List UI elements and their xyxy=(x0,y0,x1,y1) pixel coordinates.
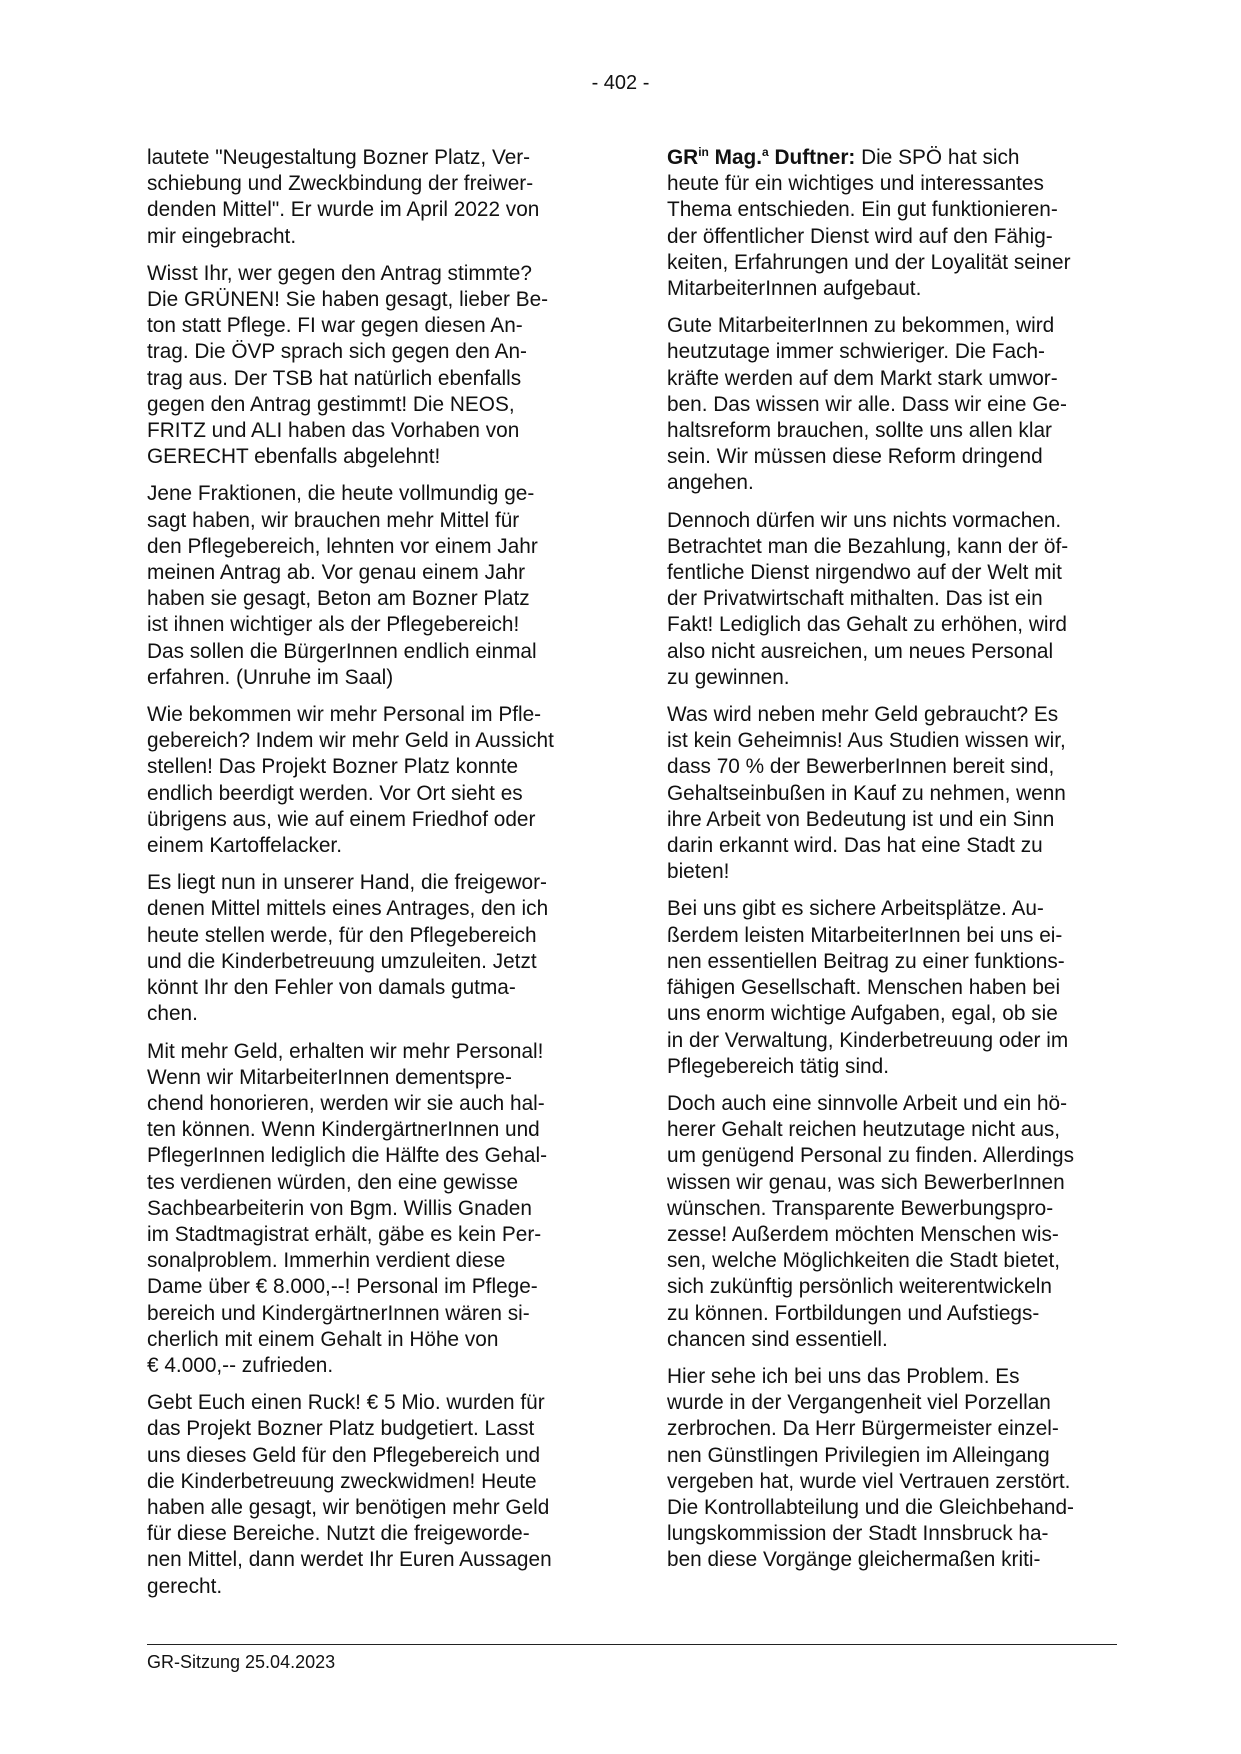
paragraph: Bei uns gibt es sichere Arbeitsplätze. Au- ßerdem leisten MitarbeiterInnen bei uns ei- nen essentiellen Beitrag zu einer funktions- fähigen Gesellschaft. Menschen haben bei uns enorm wichtige Aufgaben, egal, ob sie in der Verwaltung, Kinderbetreuung oder im Pflegebereich tätig sind. xyxy=(667,897,1069,1078)
paragraph: Gebt Euch einen Ruck! € 5 Mio. wurden für das Projekt Bozner Platz budgetiert. Lasst uns dieses Geld für den Pflegebereich und die Kinderbetreuung zweckwidmen! Heute haben alle gesagt, wir benötigen mehr Geld für diese Bereiche. Nutzt die freigeworde- nen Mittel, dann werdet Ihr Euren Aussagen gerecht. xyxy=(147,1391,552,1598)
paragraph: Dennoch dürfen wir uns nichts vormachen. Betrachtet man die Bezahlung, kann der öf- fentliche Dienst nirgendwo auf der Welt mit der Privatwirtschaft mithalten. Das ist ein Fakt! Lediglich das Gehalt zu erhöhen, wird also nicht ausreichen, um neues Personal zu gewinnen. xyxy=(667,508,1069,689)
speaker-title: Mag. xyxy=(708,146,763,169)
speaker-prefix-sup: in xyxy=(698,145,709,159)
speaker-prefix: GR xyxy=(667,146,699,169)
paragraph: Mit mehr Geld, erhalten wir mehr Personal! Wenn wir MitarbeiterInnen dementspre- chend honorieren, werden wir sie auch hal- ten können. Wenn KindergärtnerInnen und PflegerInnen lediglich die Hälfte des Gehal- tes verdienen würden, den eine gewisse Sachbearbeiterin von Bgm. Willis Gnaden im Stadtmagistrat erhält, gäbe es kein Per- sonalproblem. Immerhin verdient diese Dame über € 8.000,--! Personal im Pflege- bereich und KindergärtnerInnen wären si- cherlich mit einem Gehalt in Höhe von € 4.000,-- zufrieden. xyxy=(147,1039,548,1377)
speaker-title-sup: a xyxy=(762,145,769,159)
paragraph: Jene Fraktionen, die heute vollmundig ge- sagt haben, wir brauchen mehr Mittel für den Pflegebereich, lehnten vor einem Jahr meinen Antrag ab. Vor genau einem Jahr haben sie gesagt, Beton am Bozner Platz ist ihnen wichtiger als der Pflegebereich! Das sollen die BürgerInnen endlich einmal erfahren. (Unruhe im Saal) xyxy=(147,482,538,689)
paragraph: Hier sehe ich bei uns das Problem. Es wurde in der Vergangenheit viel Porzellan zerbrochen. Da Herr Bürgermeister einzel- nen Günstlingen Privilegien im Alleingang vergeben hat, wurde viel Vertrauen zerstört. Die Kontrollabteilung und die Gleichbehand- lungskommission der Stadt Innsbruck ha- ben diese Vorgänge gleichermaßen kriti- xyxy=(667,1364,1074,1572)
speaker-name xyxy=(667,146,855,169)
paragraph: Gute MitarbeiterInnen zu bekommen, wird heutzutage immer schwieriger. Die Fach- kräfte werden auf dem Markt stark umwor- ben. Das wissen wir alle. Dass wir eine Ge- haltsreform brauchen, sollte uns allen klar sein. Wir müssen diese Reform dringend angehen. xyxy=(667,314,1067,495)
footer-session-date: GR-Sitzung 25.04.2023 xyxy=(147,1652,336,1672)
paragraph: Es liegt nun in unserer Hand, die freigewor- denen Mittel mittels eines Antrages, den ich heute stellen werde, für den Pflegebereich und die Kinderbetreuung umzuleiten. Jetzt könnt Ihr den Fehler von damals gutma- chen. xyxy=(147,871,549,1026)
speaker-statement: Die SPÖ hat sich heute für ein wichtiges und interessantes Thema entschieden. Ein gut funktionieren- der öffentlicher Dienst wird auf den Fähig- keiten, Erfahrungen und der Loyalität seiner MitarbeiterInnen aufgebaut. xyxy=(667,146,1071,301)
right-column xyxy=(667,145,1127,1585)
footer-divider xyxy=(147,1644,1117,1645)
paragraph: Doch auch eine sinnvolle Arbeit und ein hö- herer Gehalt reichen heutzutage nicht aus, um genügend Personal zu finden. Allerdings wissen wir genau, was sich BewerberInnen wünschen. Transparente Bewerbungspro- zesse! Außerdem möchten Menschen wis- sen, welche Möglichkeiten die Stadt bietet, sich zukünftig persönlich weiterentwickeln zu können. Fortbildungen und Aufstiegs- chancen sind essentiell. xyxy=(667,1091,1074,1351)
page-number: - 402 - xyxy=(591,72,650,94)
speaker-paragraph xyxy=(667,145,1127,302)
paragraph: lautete "Neugestaltung Bozner Platz, Ver- schiebung und Zweckbindung der freiwer- denden Mittel". Er wurde im April 2022 von mir eingebracht. xyxy=(147,146,540,248)
paragraph: Wie bekommen wir mehr Personal im Pfle- gebereich? Indem wir mehr Geld in Aussicht stellen! Das Projekt Bozner Platz konnte endlich beerdigt werden. Vor Ort sieht es übrigens aus, wie auf einem Friedhof oder einem Kartoffelacker. xyxy=(147,703,554,858)
speaker-surname: Duftner: xyxy=(768,146,856,169)
paragraph: Was wird neben mehr Geld gebraucht? Es ist kein Geheimnis! Aus Studien wissen wir, dass 70 % der BewerberInnen bereit sind, Gehaltseinbußen in Kauf zu nehmen, wenn ihre Arbeit von Bedeutung ist und ein Sinn darin erkannt wird. Das hat eine Stadt zu bieten! xyxy=(667,703,1066,884)
paragraph: Wisst Ihr, wer gegen den Antrag stimmte? Die GRÜNEN! Sie haben gesagt, lieber Be- ton statt Pflege. FI war gegen diesen An- trag. Die ÖVP sprach sich gegen den An- trag aus. Der TSB hat natürlich ebenfalls gegen den Antrag gestimmt! Die NEOS, FRITZ und ALI haben das Vorhaben von GERECHT ebenfalls abgelehnt! xyxy=(147,261,549,469)
left-column xyxy=(147,145,605,1611)
